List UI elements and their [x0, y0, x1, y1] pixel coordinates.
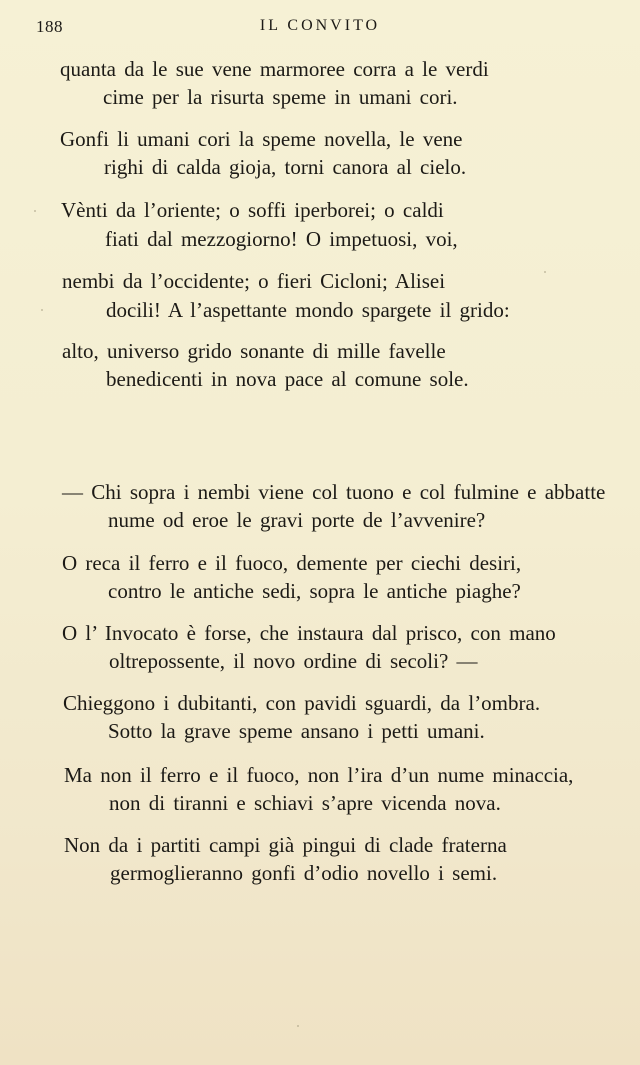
paper-speck	[544, 271, 546, 273]
verse-line: righi di calda gioja, torni canora al cielo.	[104, 155, 467, 179]
verse-line: contro le antiche sedi, sopra le antiche piaghe?	[108, 579, 521, 603]
verse-line: Non da i partiti campi già pingui di clade fraterna	[64, 833, 507, 857]
page-header	[0, 14, 640, 38]
verse-line: nume od eroe le gravi porte de l’avvenire?	[108, 508, 486, 532]
paper-speck	[34, 210, 36, 212]
verse-line: Gonfi li umani cori la speme novella, le vene	[60, 127, 463, 151]
page-number: 188	[36, 17, 63, 36]
verse-line: germoglieranno gonfi d’odio novello i semi.	[110, 861, 498, 885]
running-head: IL CONVITO	[259, 17, 381, 34]
verse-line: Chieggono i dubitanti, con pavidi sguardi, da l’ombra.	[63, 691, 541, 715]
verse-line: Ma non il ferro e il fuoco, non l’ira d’un nume minaccia,	[64, 763, 574, 787]
verse-line: alto, universo grido sonante di mille favelle	[62, 339, 446, 363]
verse-line: Vènti da l’oriente; o soffi iperborei; o caldi	[61, 198, 444, 222]
verse-line: Sotto la grave speme ansano i petti umani.	[108, 719, 485, 743]
verse-line: benedicenti in nova pace al comune sole.	[106, 367, 469, 391]
paper-speck	[297, 1025, 299, 1027]
verse-line: docili! A l’aspettante mondo spargete il grido:	[106, 298, 510, 322]
verse-line: O reca il ferro e il fuoco, demente per ciechi desiri,	[62, 551, 522, 575]
verse-line: oltrepossente, il novo ordine di secoli? —	[109, 649, 478, 673]
verse-line: nembi da l’occidente; o fieri Cicloni; Alisei	[62, 269, 446, 293]
verse-line: non di tiranni e schiavi s’apre vicenda nova.	[109, 791, 501, 815]
verse-line: O l’ Invocato è forse, che instaura dal prisco, con mano	[62, 621, 556, 645]
verse-line: — Chi sopra i nembi viene col tuono e col fulmine e abbatte	[62, 480, 606, 504]
verse-line: quanta da le sue vene marmoree corra a le verdi	[60, 57, 489, 81]
verse-line: fiati dal mezzogiorno! O impetuosi, voi,	[105, 227, 458, 251]
paper-speck	[41, 309, 43, 311]
verse-line: cime per la risurta speme in umani cori.	[103, 85, 458, 109]
